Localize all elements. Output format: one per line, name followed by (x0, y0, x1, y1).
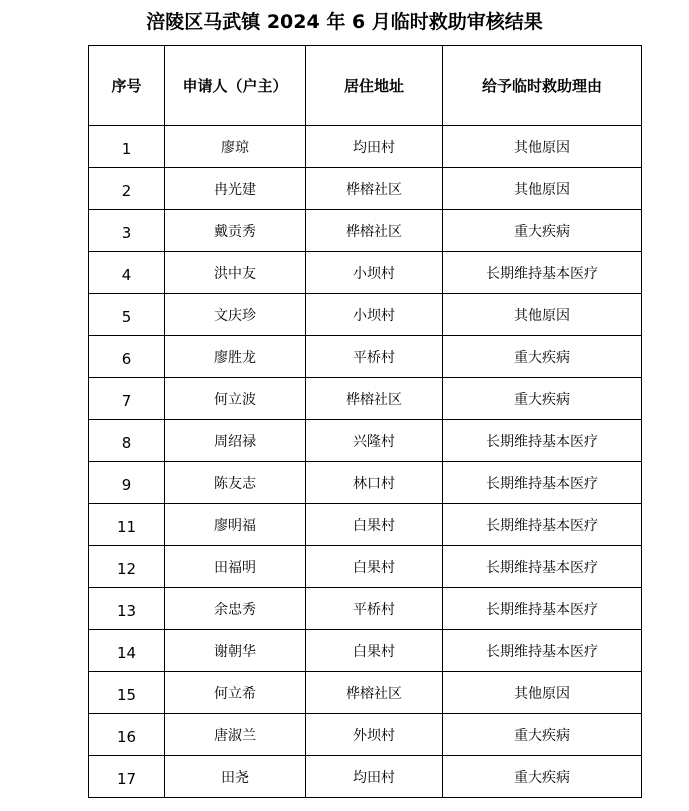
cell-address: 兴隆村 (306, 420, 443, 462)
cell-applicant-name: 周绍禄 (165, 420, 306, 462)
cell-relief-reason: 长期维持基本医疗 (443, 630, 642, 672)
cell-serial-number: 6 (89, 336, 165, 378)
cell-relief-reason: 长期维持基本医疗 (443, 462, 642, 504)
cell-applicant-name: 何立希 (165, 672, 306, 714)
cell-applicant-name: 陈友志 (165, 462, 306, 504)
cell-relief-reason: 长期维持基本医疗 (443, 546, 642, 588)
cell-serial-number: 2 (89, 168, 165, 210)
cell-relief-reason: 其他原因 (443, 672, 642, 714)
cell-applicant-name: 廖胜龙 (165, 336, 306, 378)
header-serial-number: 序号 (89, 46, 165, 126)
cell-relief-reason: 其他原因 (443, 168, 642, 210)
cell-relief-reason: 重大疾病 (443, 378, 642, 420)
header-applicant: 申请人（户主） (165, 46, 306, 126)
cell-relief-reason: 其他原因 (443, 294, 642, 336)
cell-address: 桦榕社区 (306, 210, 443, 252)
table-row (89, 294, 642, 336)
table-row (89, 126, 642, 168)
cell-address: 小坝村 (306, 294, 443, 336)
cell-address: 白果村 (306, 504, 443, 546)
cell-address: 白果村 (306, 546, 443, 588)
cell-applicant-name: 戴贡秀 (165, 210, 306, 252)
document-title: 涪陵区马武镇 2024 年 6 月临时救助审核结果 (146, 11, 543, 33)
table-row (89, 672, 642, 714)
cell-applicant-name: 文庆珍 (165, 294, 306, 336)
cell-applicant-name: 谢朝华 (165, 630, 306, 672)
cell-applicant-name: 洪中友 (165, 252, 306, 294)
table-row (89, 336, 642, 378)
cell-relief-reason: 重大疾病 (443, 210, 642, 252)
cell-serial-number: 8 (89, 420, 165, 462)
cell-applicant-name: 何立波 (165, 378, 306, 420)
table-row (89, 168, 642, 210)
table-row (89, 420, 642, 462)
cell-serial-number: 15 (89, 672, 165, 714)
cell-address: 白果村 (306, 630, 443, 672)
cell-serial-number: 16 (89, 714, 165, 756)
cell-relief-reason: 其他原因 (443, 126, 642, 168)
cell-relief-reason: 重大疾病 (443, 756, 642, 798)
table-body (89, 126, 642, 798)
table-row (89, 546, 642, 588)
cell-relief-reason: 重大疾病 (443, 714, 642, 756)
cell-relief-reason: 长期维持基本医疗 (443, 504, 642, 546)
cell-serial-number: 17 (89, 756, 165, 798)
cell-applicant-name: 冉光建 (165, 168, 306, 210)
table-row (89, 378, 642, 420)
cell-relief-reason: 长期维持基本医疗 (443, 420, 642, 462)
cell-serial-number: 5 (89, 294, 165, 336)
table-row (89, 210, 642, 252)
cell-serial-number: 7 (89, 378, 165, 420)
cell-applicant-name: 余忠秀 (165, 588, 306, 630)
table-row (89, 462, 642, 504)
cell-serial-number: 9 (89, 462, 165, 504)
header-address: 居住地址 (306, 46, 443, 126)
cell-relief-reason: 长期维持基本医疗 (443, 252, 642, 294)
cell-relief-reason: 长期维持基本医疗 (443, 588, 642, 630)
table-row (89, 504, 642, 546)
cell-address: 外坝村 (306, 714, 443, 756)
table-row (89, 714, 642, 756)
table-row (89, 630, 642, 672)
table-row (89, 588, 642, 630)
table-header-row (89, 46, 642, 126)
cell-serial-number: 13 (89, 588, 165, 630)
cell-address: 均田村 (306, 126, 443, 168)
cell-applicant-name: 廖琼 (165, 126, 306, 168)
cell-serial-number: 14 (89, 630, 165, 672)
cell-serial-number: 3 (89, 210, 165, 252)
table-row (89, 252, 642, 294)
cell-serial-number: 11 (89, 504, 165, 546)
cell-applicant-name: 田福明 (165, 546, 306, 588)
cell-address: 桦榕社区 (306, 168, 443, 210)
cell-address: 林口村 (306, 462, 443, 504)
cell-serial-number: 4 (89, 252, 165, 294)
cell-address: 平桥村 (306, 336, 443, 378)
header-relief-reason: 给予临时救助理由 (443, 46, 642, 126)
relief-results-table (88, 45, 642, 798)
cell-relief-reason: 重大疾病 (443, 336, 642, 378)
cell-applicant-name: 廖明福 (165, 504, 306, 546)
table-row (89, 756, 642, 798)
cell-address: 平桥村 (306, 588, 443, 630)
cell-applicant-name: 唐淑兰 (165, 714, 306, 756)
cell-serial-number: 12 (89, 546, 165, 588)
cell-address: 均田村 (306, 756, 443, 798)
cell-address: 桦榕社区 (306, 672, 443, 714)
cell-address: 小坝村 (306, 252, 443, 294)
cell-serial-number: 1 (89, 126, 165, 168)
cell-address: 桦榕社区 (306, 378, 443, 420)
cell-applicant-name: 田尧 (165, 756, 306, 798)
